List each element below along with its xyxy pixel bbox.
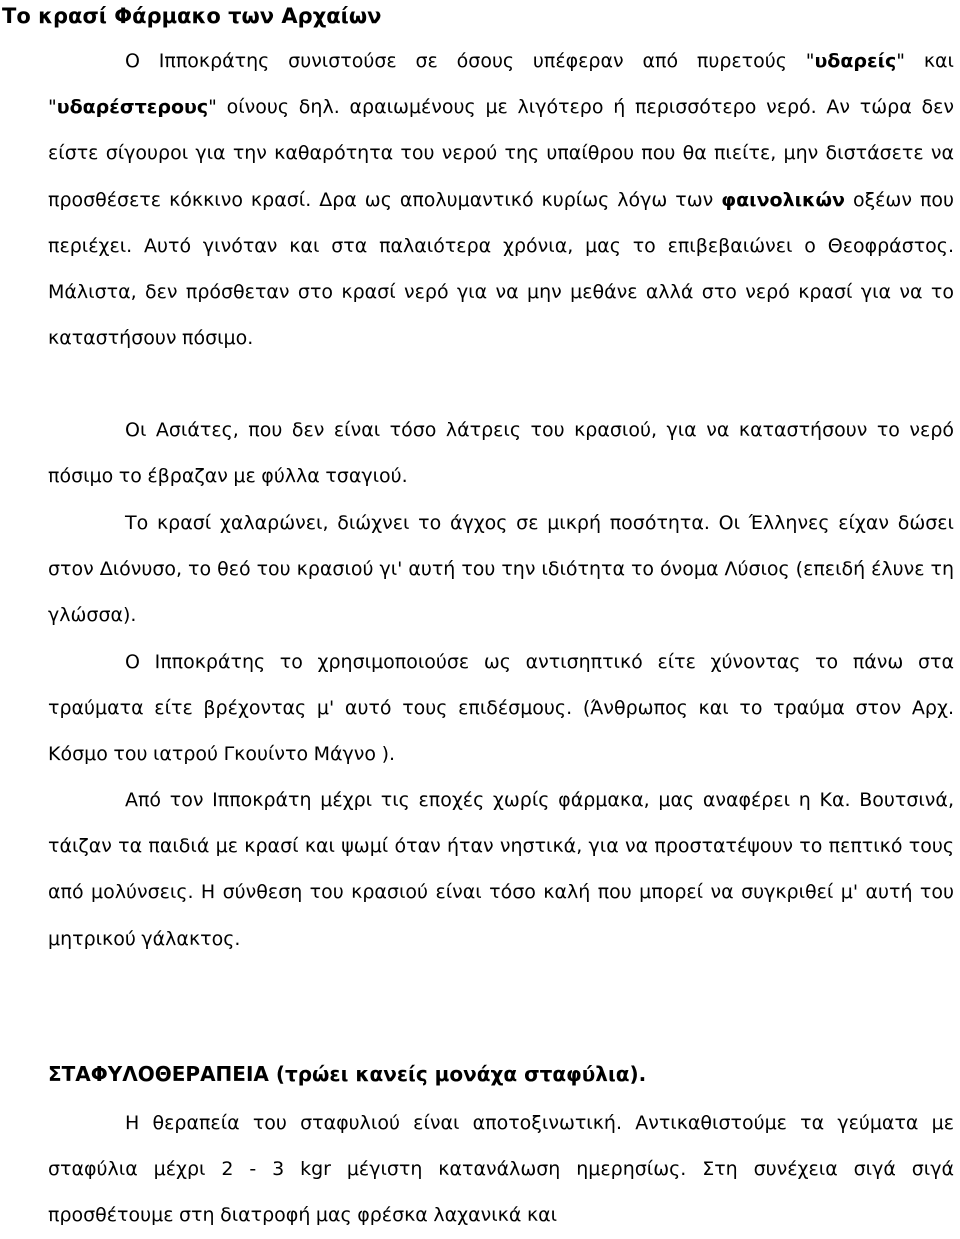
paragraph-wine-relaxes: Το κρασί χαλαρώνει, διώχνει το άγχος σε μικρή ποσότητα. Οι Έλληνες είχαν δώσει στον Διόνυσο, το θεό του κρασιού γι' αυτή του την ιδιότητα το όνομα Λύσιος (επειδή έλυνε τη γλώσσα). bbox=[48, 512, 954, 627]
p1-text-a: Ο Ιπποκράτης συνιστούσε σε όσους υπέφεραν από πυρετούς " bbox=[125, 50, 815, 72]
term-fainolikon: φαινολικών bbox=[721, 188, 845, 211]
term-ydareis: υδαρείς bbox=[814, 50, 897, 72]
paragraph-children-wine: Από τον Ιπποκράτη μέχρι τις εποχές χωρίς φάρμακα, μας αναφέρει η Κα. Βουτσινά, τάιζαν τα παιδιά με κρασί και ψωμί όταν ήταν νηστικά, για να προστατέψουν το πεπτικό τους από μολύνσεις. Η σύνθεση του κρασιού είναι τόσο καλή που μπορεί να συγκριθεί μ' αυτή του μητρικού γάλακτος. bbox=[48, 789, 954, 950]
p1-text-e: " οίνους δηλ. αραιωμένους με λιγότερο ή περισσότερο νερό. Αν τώρα δεν είστε σίγουροι για την καθαρότητα του νερού της υπαίθρου που θα πιείτε, μην διστάσετε να προσθέσετε κόκκινο κρασί. Δρα ως απολυμαντικό κυρίως λόγω των bbox=[48, 96, 954, 211]
paragraph-antiseptic: Ο Ιπποκράτης το χρησιμοποιούσε ως αντισηπτικό είτε χύνοντας το πάνω στα τραύματα είτε βρέχοντας μ' αυτό τους επιδέσμους. (Άνθρωπος και το τραύμα στον Αρχ. Κόσμο του ιατρού Γκουίντο Μάγνο ). bbox=[48, 651, 954, 766]
paragraph-asians-tea: Οι Ασιάτες, που δεν είναι τόσο λάτρεις του κρασιού, για να καταστήσουν το νερό πόσιμο το έβραζαν με φύλλα τσαγιού. bbox=[48, 419, 954, 488]
paragraph-hippocrates-water bbox=[48, 38, 954, 361]
section-heading-grape-therapy: ΣΤΑΦΥΛΟΘΕΡΑΠΕΙΑ (τρώει κανείς μονάχα σταφύλια). bbox=[48, 1062, 647, 1086]
term-ydaresterous: υδαρέστερους bbox=[56, 96, 209, 119]
document-title: Το κρασί Φάρμακο των Αρχαίων bbox=[2, 4, 382, 28]
p1-text-c: " και " bbox=[48, 50, 954, 119]
p1-text-g: οξέων που περιέχει. Αυτό γινόταν και στα παλαιότερα χρόνια, μας το επιβεβαιώνει ο Θεοφράστος. Μάλιστα, δεν πρόσθεταν στο κρασί νερό για να μην μεθάνε αλλά στο νερό κρασί για να το καταστήσουν πόσιμο. bbox=[48, 188, 954, 350]
paragraph-grape-therapy: Η θεραπεία του σταφυλιού είναι αποτοξινωτική. Αντικαθιστούμε τα γεύματα με σταφύλια μέχρι 2 - 3 kgr μέγιστη κατανάλωση ημερησίως. Στη συνέχεια σιγά σιγά προσθέτουμε στη διατροφή μας φρέσκα λαχανικά και bbox=[48, 1112, 954, 1227]
